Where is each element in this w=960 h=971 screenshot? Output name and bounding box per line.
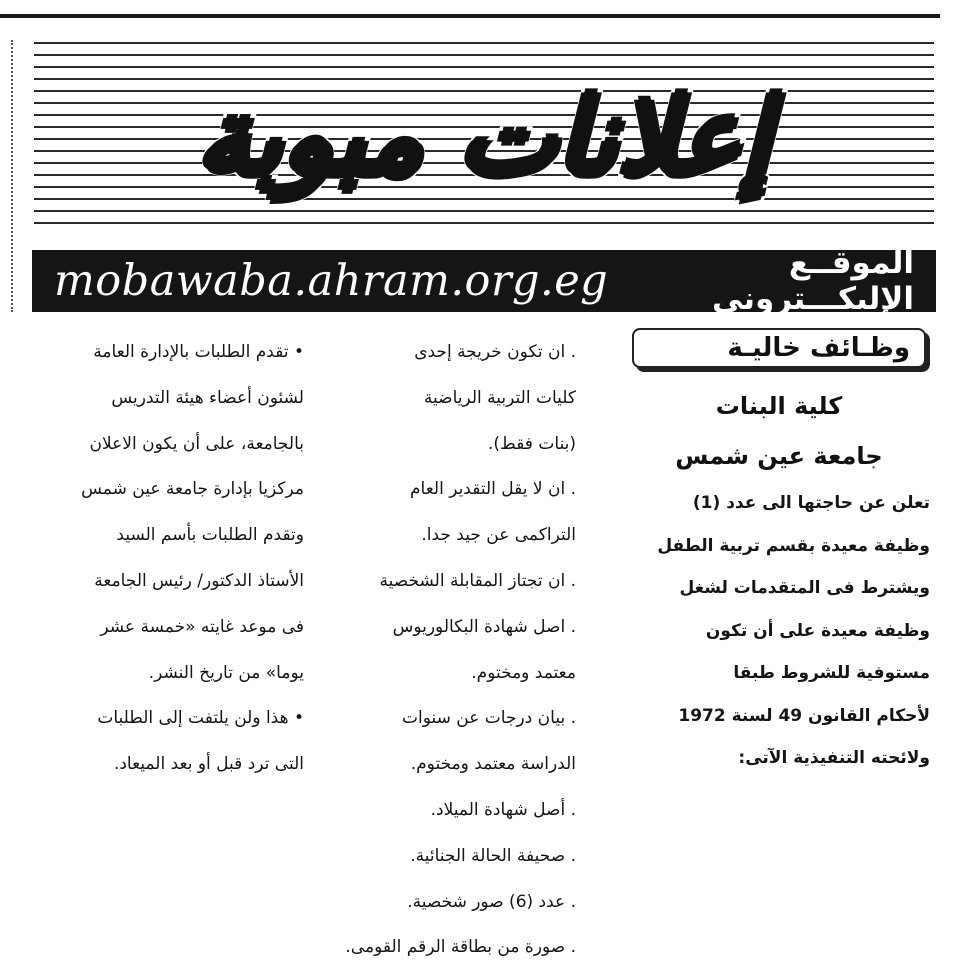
submission-line: وتقدم الطلبات بأسم السيد (116, 525, 304, 546)
condition-line: معتمد ومختوم. (471, 662, 576, 683)
masthead (34, 42, 934, 234)
condition-line: الدراسة معتمد ومختوم. (410, 754, 576, 775)
section-label-box (632, 328, 930, 372)
intro-line: تعلن عن حاجتها الى عدد (1) (692, 493, 930, 513)
submission-line: لشئون أعضاء هيئة التدريس (111, 387, 304, 408)
submission-line: فى موعد غايته «خمسة عشر (100, 616, 304, 637)
university-heading: جامعة عين شمس (675, 442, 883, 470)
intro-line: لأحكام القانون 49 لسنة 1972 (678, 705, 930, 726)
section-label: وظـائف خاليـة (727, 333, 910, 363)
submission-line: الأستاذ الدكتور/ رئيس الجامعة (94, 570, 304, 591)
submission-line: • تقدم الطلبات بالإدارة العامة (93, 342, 304, 362)
condition-line: كليات التربية الرياضية (423, 387, 576, 408)
condition-line: . صحيفة الحالة الجنائية. (410, 845, 576, 866)
condition-line: التراكمى عن جيد جدا. (421, 525, 576, 546)
website-banner (32, 245, 936, 317)
condition-line: . ان لا يقل التقدير العام (409, 479, 576, 500)
condition-line: . بيان درجات عن سنوات (402, 708, 576, 729)
intro-line: ولائحته التنفيذية الآتى: (738, 748, 930, 768)
condition-line: (بنات فقط). (488, 433, 576, 454)
submission-line: • هذا ولن يلتفت إلى الطلبات (97, 708, 304, 729)
intro-column (628, 482, 930, 780)
website-label: الموقــع الإليكـــترونى (711, 245, 914, 317)
section-label-frame (632, 328, 926, 368)
submission-line: مركزيا بإدارة جامعة عين شمس (81, 479, 304, 500)
submission-line: التى ترد قبل أو بعد الميعاد. (113, 754, 304, 775)
website-url: mobawaba.ahram.org.eg (54, 256, 609, 306)
intro-line: ويشترط فى المتقدمات لشغل (679, 578, 930, 598)
submission-column (36, 330, 304, 788)
dotted-cut-line (11, 40, 13, 312)
intro-line: وظيفة معيدة بقسم تربية الطفل (657, 535, 930, 556)
intro-line: مستوفية للشروط طبقا (733, 663, 930, 683)
condition-line: . اصل شهادة البكالوريوس (392, 616, 576, 637)
submission-line: يوما» من تاريخ النشر. (148, 662, 304, 683)
condition-line: . أصل شهادة الميلاد. (430, 799, 576, 820)
intro-line: وظيفة معيدة على أن تكون (705, 620, 930, 641)
masthead-title: إعلانات مبوبة (197, 76, 771, 198)
institution-heading: كلية البنات (715, 392, 843, 420)
condition-line: . ان تكون خريجة إحدى (414, 342, 576, 362)
submission-line: بالجامعة، على أن يكون الاعلان (89, 433, 304, 454)
top-rule (0, 14, 940, 18)
condition-line: . عدد (6) صور شخصية. (407, 891, 576, 912)
condition-line: . صورة من بطاقة الرقم القومى. (345, 937, 576, 958)
conditions-column (318, 330, 576, 971)
condition-line: . ان تجتاز المقابلة الشخصية (379, 570, 576, 591)
